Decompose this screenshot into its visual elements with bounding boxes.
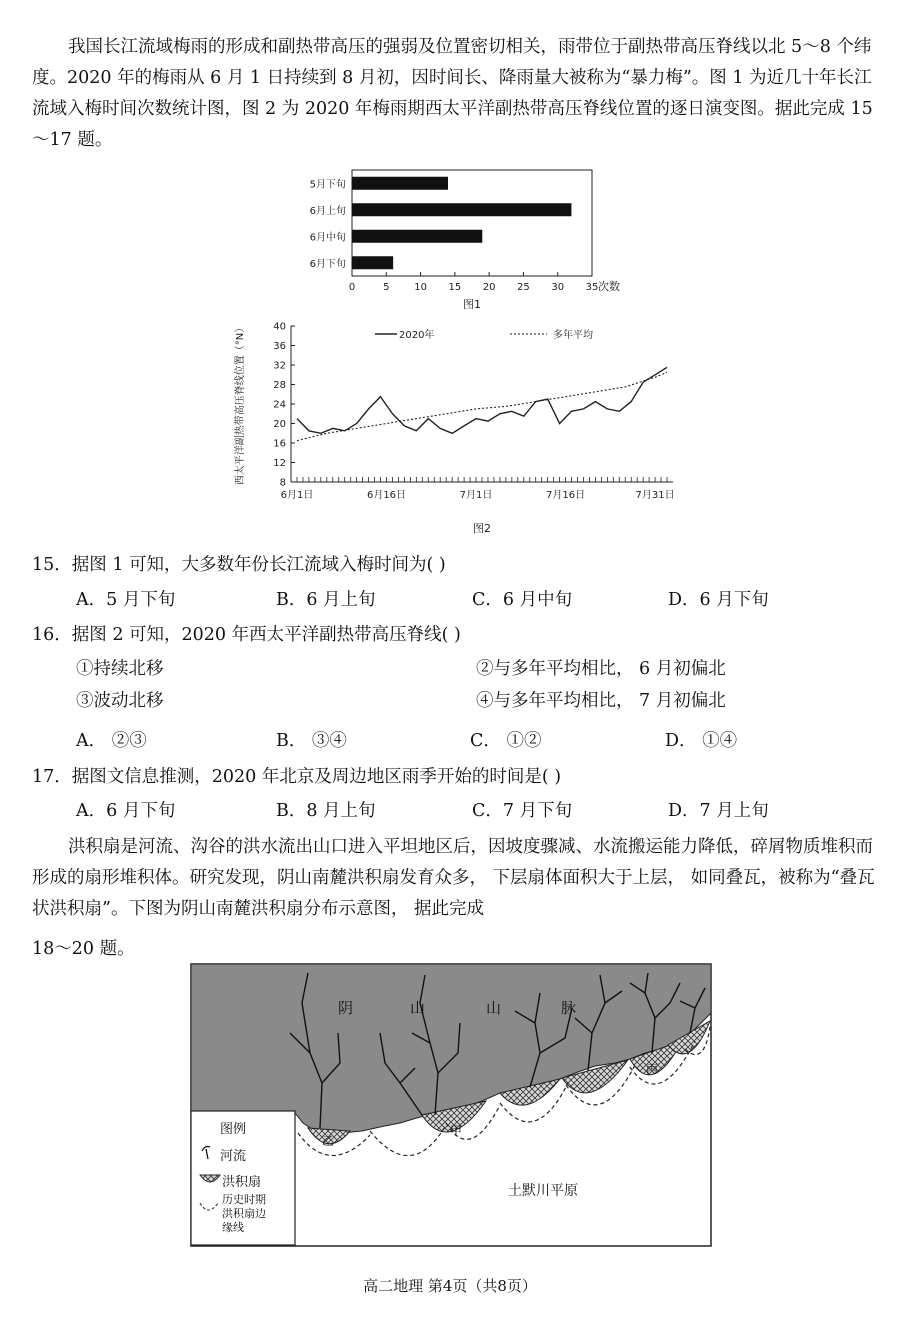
legend-title: 图例 xyxy=(220,1122,247,1137)
fig1-x-tick-label: 35 xyxy=(585,282,599,293)
fig1-x-tick-label: 20 xyxy=(482,282,496,293)
map-legend xyxy=(191,1111,295,1245)
mountain-char-1: 阴 xyxy=(338,999,354,1017)
legend-edge-line-2: 洪积扇边 xyxy=(222,1207,266,1220)
fig2-x-tick-label: 7月31日 xyxy=(635,490,675,501)
fan-label-bing: 丙 xyxy=(646,1062,659,1076)
fig2-series-line xyxy=(297,367,667,433)
fig2-y-tick-label: 28 xyxy=(273,380,286,391)
fig1-x-tick-label: 15 xyxy=(448,282,462,293)
figure-1-bar-chart xyxy=(280,168,640,318)
fig2-x-tick-label: 7月16日 xyxy=(546,490,586,501)
fig2-y-tick-label: 40 xyxy=(273,321,286,333)
q15-option-a: A．5 月下旬 xyxy=(76,590,176,610)
q17-option-a: A．6 月下旬 xyxy=(76,801,176,821)
intro-paragraph-2: 洪积扇是河流、沟谷的洪水流出山口进入平坦地区后，因坡度骤减、水流搬运能力降低，碎屑物质堆积而形成的扇形堆积体。研究发现，阴山南麓洪积扇发育众多， 下层扇体面积大于上层， 如同叠瓦，被称为“叠瓦状洪积扇”。下图为阴山南麓洪积扇分布示意图， 据此完成 xyxy=(32,837,875,919)
q16-option-a: A． ②③ xyxy=(76,731,147,751)
fig1-x-tick-label: 30 xyxy=(551,282,565,293)
fig1-category-label: 6月中旬 xyxy=(309,232,346,244)
fig1-bar xyxy=(352,256,393,269)
fig2-x-tick-label: 7月1日 xyxy=(459,490,493,501)
legend-fan: 洪积扇 xyxy=(222,1175,262,1190)
fig2-y-tick-label: 24 xyxy=(273,399,286,411)
fig1-x-axis-label: 次数 xyxy=(598,280,620,293)
q16-option-c: C． ①② xyxy=(470,731,542,751)
fig1-x-tick-label: 0 xyxy=(348,282,356,293)
q15-option-b: B．6 月上旬 xyxy=(276,590,376,610)
fig2-y-tick-label: 12 xyxy=(273,458,286,469)
fig2-y-tick-label: 36 xyxy=(273,341,286,352)
figure-2-line-chart xyxy=(225,318,685,540)
fig2-legend-label: 多年平均 xyxy=(553,330,593,341)
fig2-series-line xyxy=(297,372,667,440)
legend-edge-line-1: 历史时期 xyxy=(222,1193,266,1206)
question-15-stem: 15．据图 1 可知，大多数年份长江流域入梅时间为( ) xyxy=(32,555,446,575)
question-16-stem: 16．据图 2 可知，2020 年西太平洋副热带高压脊线( ) xyxy=(32,625,461,645)
q17-option-d: D．7 月上旬 xyxy=(668,801,769,821)
fig2-title: 图2 xyxy=(473,522,491,535)
fig2-y-tick-label: 16 xyxy=(273,438,286,450)
fig2-x-tick-label: 6月16日 xyxy=(366,490,407,501)
question-17-stem: 17．据图文信息推测，2020 年北京及周边地区雨季开始的时间是( ) xyxy=(32,767,562,787)
plain-label: 土默川平原 xyxy=(508,1183,578,1199)
fig2-legend-label: 2020年 xyxy=(399,330,435,341)
fan-label-jia: 甲 xyxy=(450,1124,463,1138)
alluvial-fan-map xyxy=(190,963,712,1247)
fig2-y-axis-label: 西太平洋副热带高压脊线位置（°N） xyxy=(235,322,246,486)
page-footer: 高二地理 第4页（共8页） xyxy=(363,1277,537,1295)
q15-option-d: D．6 月下旬 xyxy=(668,590,769,610)
q17-option-c: C．7 月下旬 xyxy=(472,801,573,821)
fig1-bar xyxy=(352,203,571,216)
legend-edge-line-3: 缘线 xyxy=(222,1221,244,1234)
q16-statement-1: ①持续北移 xyxy=(76,659,164,679)
fig1-category-label: 5月下旬 xyxy=(309,179,346,191)
q17-option-b: B．8 月上旬 xyxy=(276,801,376,821)
q16-option-b: B． ③④ xyxy=(276,731,347,751)
q16-statement-2: ②与多年平均相比， 6 月初偏北 xyxy=(476,659,726,679)
fan-label-yi: 乙 xyxy=(322,1134,335,1148)
legend-river: 河流 xyxy=(220,1149,247,1164)
q16-statement-3: ③波动北移 xyxy=(76,691,164,711)
fig1-bar xyxy=(352,177,448,190)
intro-paragraph-2-end: 18～20 题。 xyxy=(32,939,135,959)
fig1-category-label: 6月下旬 xyxy=(309,258,346,270)
mountain-char-2: 山 xyxy=(410,999,426,1017)
intro-paragraph-1: 我国长江流域梅雨的形成和副热带高压的强弱及位置密切相关，雨带位于副热带高压脊线以北 5～8 个纬度。2020 年的梅雨从 6 月 1 日持续到 8 月初，因时间长、降雨量大被称为“暴力梅”。图 1 为近几十年长江流域入梅时间次数统计图，图 2 为 2020 年梅雨期西太平洋副热带高压脊线位置的逐日演变图。据此完成 15～17 题。 xyxy=(32,37,873,150)
fig2-y-tick-label: 8 xyxy=(279,477,286,489)
fig1-category-label: 6月上旬 xyxy=(309,205,346,217)
mountain-char-4: 脉 xyxy=(561,999,577,1017)
fig2-y-tick-label: 20 xyxy=(273,419,286,430)
fig2-x-tick-label: 6月1日 xyxy=(280,490,314,501)
fig1-x-tick-label: 5 xyxy=(383,282,390,293)
mountain-char-3: 山 xyxy=(486,999,502,1017)
fig1-x-tick-label: 25 xyxy=(517,282,530,293)
fig1-x-tick-label: 10 xyxy=(414,282,427,293)
fig1-bar xyxy=(352,230,482,243)
fig2-y-tick-label: 32 xyxy=(273,360,286,372)
fig1-title: 图1 xyxy=(463,298,481,311)
q16-statement-4: ④与多年平均相比， 7 月初偏北 xyxy=(476,691,726,711)
q16-option-d: D． ①④ xyxy=(665,731,738,751)
q15-option-c: C．6 月中旬 xyxy=(472,590,573,610)
